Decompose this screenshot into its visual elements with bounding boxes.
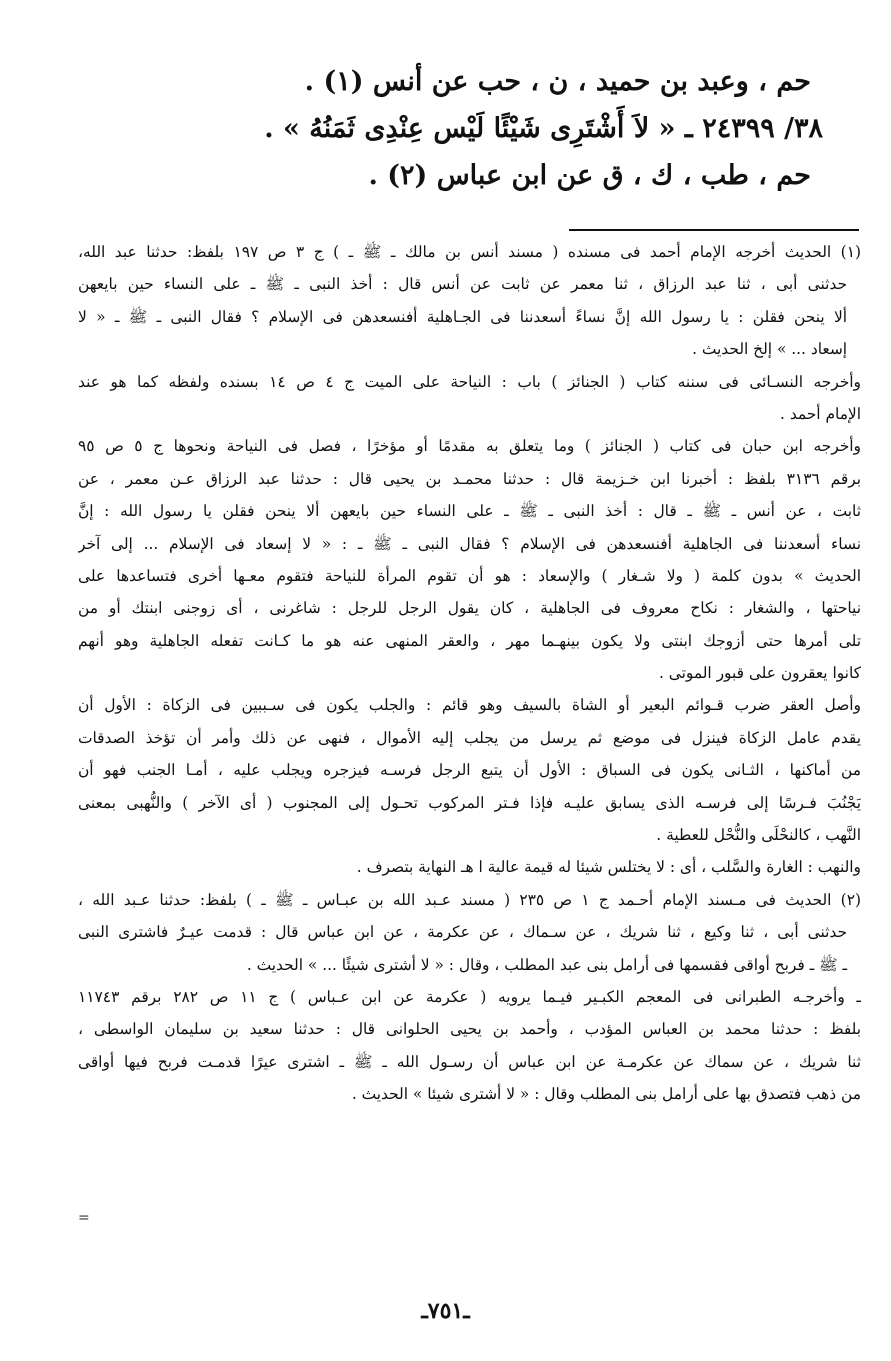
margin-mark: = (78, 1210, 90, 1226)
footnote-line: نساء أسعدننا فى الجاهلية أفنسعدهن فى الإسلام ؟ فقال النبى ـ ﷺ ـ : « لا إسعاد فى الإسلام ... إلى آخر (78, 534, 861, 553)
footnote-line: ألا ينحن فقلن : يا رسول الله إنَّ نساءً أسعدننا فى الجـاهلية أفنسعدهن فى الإسلام ؟ فقال النبى ـ ﷺ ـ « لا (78, 307, 847, 326)
footnote-separator (569, 229, 859, 231)
footnotes-block (78, 236, 861, 1111)
footnote-line: وأصل العقر ضرب قـوائم البعير أو الشاة بالسيف وهو قائم : والجلب يكون فى سـببين فى الزكاة : الأول أن (78, 696, 861, 715)
footnote-line: حدثنى أبى ، ثنا عبد الرزاق ، ثنا معمر عن ثابت عن أنس قال : أخذ النبى ـ ﷺ ـ على النساء حين بايعهن (78, 275, 847, 294)
page-number: ـ٧٥١ـ (421, 1298, 470, 1324)
footnote-line: بلفظ : حدثنا محمد بن العباس المؤدب ، وأحمد بن يحيى الحلوانى قال : حدثنا سعيد بن سليمان الواسطى ، (78, 1020, 861, 1039)
footnote-line: يَجْنُبَ فـرسًا إلى فرسـه الذى يسابق عليـه فإذا فـتر المركوب تحـول إلى المجنوب ( أى الآخر ) والنُّهبى بمعنى (78, 793, 861, 812)
footnote-line: الحديث » بدون كلمة ( ولا شـغار ) والإسعاد : هو أن تقوم المرأة للنياحة فتقوم معـها أخرى فتساعدها على (78, 566, 861, 585)
footnote-line: (١) الحديث أخرجه الإمام أحمد فى مسنده ( مسند أنس بن مالك ـ ﷺ ـ ) ج ٣ ص ١٩٧ بلفظ: حدثنا عبد الله، (78, 243, 861, 261)
footnote-line: نياحتها ، والشغار : نكاح معروف فى الجاهلية ، كان يقول الرجل للرجل : شاغرنى ، أى زوجنى ابنتك أو من (78, 599, 861, 618)
hadith-source-line-2: حم ، طب ، ك ، ق عن ابن عباس (٢) . (368, 160, 811, 191)
footnote-line: الإمام أحمد . (780, 404, 861, 423)
hadith-main-text (264, 58, 823, 199)
hadith-source-line-1: حم ، وعبد بن حميد ، ن ، حب عن أنس (١) . (304, 66, 811, 97)
footnote-line: وأخرجه النسـائى فى سننه كتاب ( الجنائز ) باب : النياحة على الميت ج ٤ ص ١٤ بسنده ولفظه كما هو عند (78, 372, 861, 391)
footnote-line: وأخرجه ابن حبان فى كتاب ( الجنائز ) وما يتعلق به مقدمًا أو مؤخرًا ، فصل فى النياحة ونحوها ج ٥ ص ٩٥ (78, 437, 861, 456)
footnote-line: والنهب : الغارة والسَّلب ، أى : لا يختلس شيئا له قيمة عالية ا هـ النهاية بتصرف . (356, 858, 861, 877)
hadith-text-line: ٣٨/ ٢٤٣٩٩ ـ « لاَ أَشْتَرِى شَيْئًا لَيْس عِنْدِى ثَمَنُهُ » . (264, 113, 823, 144)
footnote-line: (٢) الحديث فى مـسند الإمام أحـمد ج ١ ص ٢٣٥ ( مسند عـبد الله بن عبـاس ـ ﷺ ـ ) بلفظ: حدثنا عـبد الله ، (78, 890, 861, 909)
footnote-line: النَّهب ، كالنحْلَى والنُّحْل للعطية . (656, 826, 861, 845)
footnote-line: ثابت ، عن أنس ـ ﷺ ـ قال : أخذ النبى ـ ﷺ ـ على النساء حين بايعهن ألا ينحن فقلن يا رسول الله : إنَّ (78, 502, 861, 521)
footnote-line: من أماكنها ، الثـانى يكون فى السباق : الأول أن يتبع الرجل فرسـه فيزجره ويجلب عليه ، أمـا الجنب فهو أن (78, 761, 861, 780)
footnote-line: ـ ﷺ ـ فربح أواقى فقسمها فى أرامل بنى عبد المطلب ، وقال : « لا أشترى شيئًا ... » الحديث . (246, 955, 847, 974)
footnote-line: يقدم عامل الزكاة فينزل فى موضع ثم يرسل من يجلب إليه الأموال ، فنهى عن ذلك وأمر أن تؤخذ الصدقات (78, 728, 861, 747)
footnote-line: ثنا شريك ، عن سماك عن عكرمـة عن ابن عباس أن رسـول الله ـ ﷺ ـ اشترى عيرًا قدمـت فربح فيها أواقى (78, 1052, 861, 1071)
footnote-line: كانوا يعقرون على قبور الموتى . (658, 664, 861, 683)
footnote-line: برقم ٣١٣٦ بلفظ : أخبرنا ابن خـزيمة قال : حدثنا محمـد بن يحيى قال : حدثنا عبد الرزاق عـن معمر ، عن (78, 469, 861, 488)
footnote-line: تلى أمرها حتى أزوجك ابنتى ولا يكون بينهـما مهر ، والعقر المنهى عنه هو ما كـانت تفعله الجاهلية وهو أنهم (78, 631, 861, 650)
footnote-line: ـ وأخرجـه الطبرانى فى المعجم الكبـير فيـما يرويه ( عكرمة عن ابن عـباس ) ج ١١ ص ٢٨٢ برقم ١١٧٤٣ (78, 987, 861, 1006)
footnote-line: إسعاد ... » إلخ الحديث . (692, 340, 847, 359)
footnote-line: حدثنى أبى ، ثنا وكيع ، ثنا شريك ، عن سـماك ، عن عكرمة ، عن ابن عباس قال : قدمت عيـرٌ فاشترى النبى (78, 923, 847, 942)
footnote-line: من ذهب فتصدق بها على أرامل بنى المطلب وقال : « لا أشترى شيئا » الحديث . (351, 1085, 861, 1104)
